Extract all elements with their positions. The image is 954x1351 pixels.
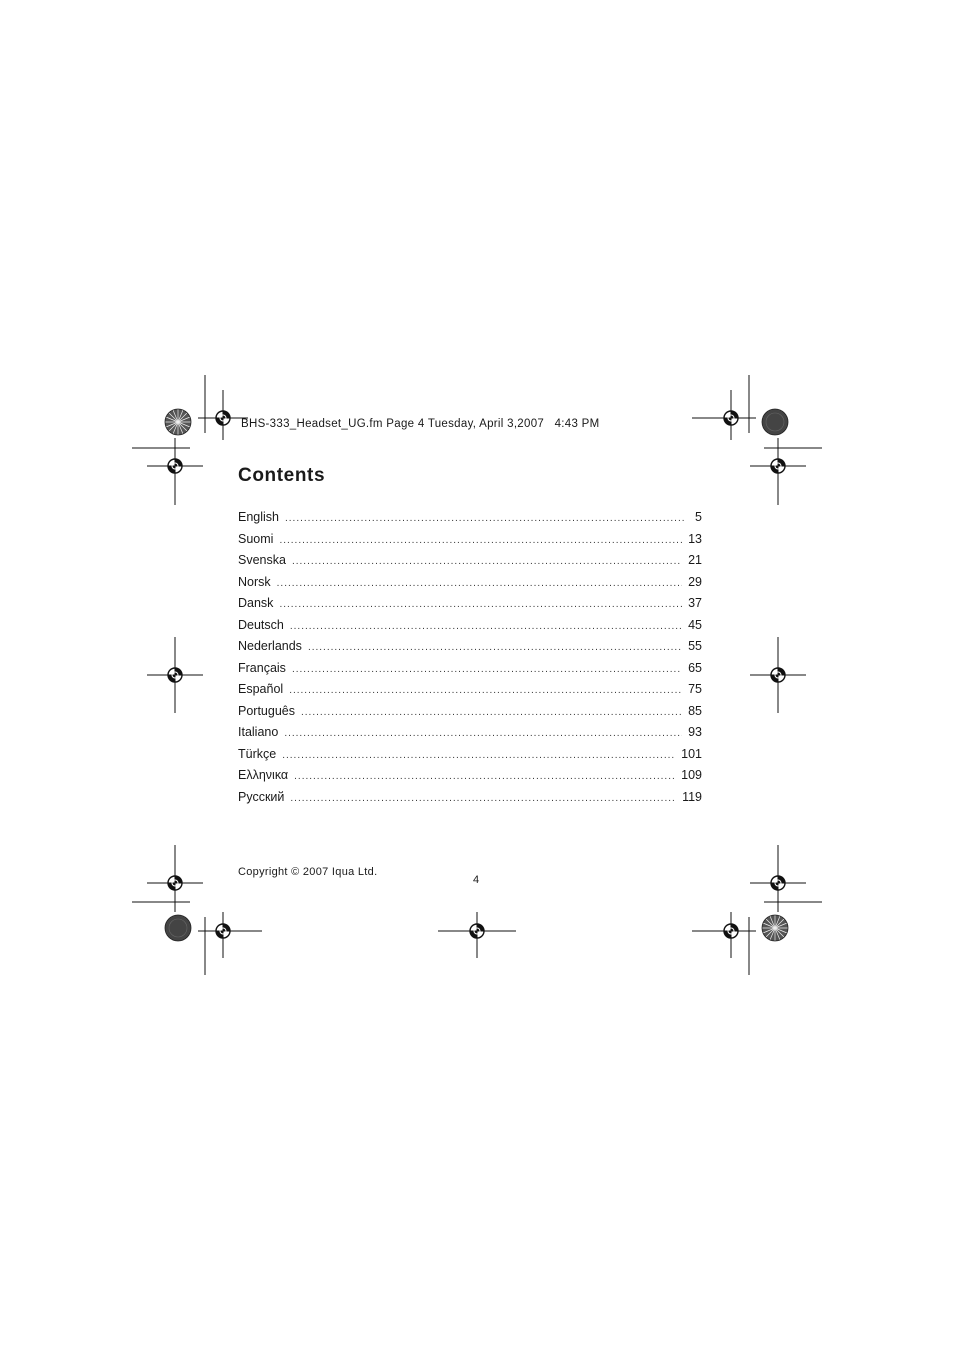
toc-dot-leader <box>294 766 675 788</box>
toc-entry-label: Français <box>238 660 286 675</box>
toc-entry-page: 55 <box>688 639 702 653</box>
toc-dot-leader <box>282 745 675 767</box>
toc-dot-leader <box>277 573 682 595</box>
toc-entry-page: 93 <box>688 725 702 739</box>
toc-entry-label: Dansk <box>238 596 274 610</box>
toc-entry-page: 45 <box>688 617 702 632</box>
toc-entry[interactable] <box>238 787 702 809</box>
toc-dot-leader <box>301 702 682 724</box>
toc-entry[interactable] <box>238 572 702 594</box>
toc-entry-label: Svenska <box>238 553 286 567</box>
toc-entry-label: Español <box>238 682 284 696</box>
toc-entry-label: English <box>238 510 279 524</box>
toc-entry[interactable] <box>238 722 702 744</box>
toc-entry-label: Suomi <box>238 531 274 546</box>
page-number: 4 <box>473 874 480 886</box>
toc-dot-leader <box>279 594 682 616</box>
toc-entry-page: 109 <box>681 768 702 782</box>
toc-dot-leader <box>289 680 682 702</box>
toc-entry[interactable] <box>238 593 702 615</box>
toc-entry-page: 29 <box>688 574 702 589</box>
toc-dot-leader <box>292 551 682 573</box>
toc-entry[interactable] <box>238 615 702 637</box>
toc-entry[interactable] <box>238 658 702 680</box>
toc-entry-page: 37 <box>688 596 702 610</box>
toc-dot-leader <box>292 659 682 681</box>
toc-entry-page: 13 <box>688 531 702 546</box>
toc-entry-page: 75 <box>688 682 702 696</box>
toc-dot-leader <box>285 508 684 530</box>
toc-entry-page: 119 <box>682 789 702 804</box>
toc-entry-label: Русский <box>238 789 285 804</box>
toc-entry[interactable] <box>238 529 702 551</box>
toc-entry-page: 5 <box>695 510 702 524</box>
table-of-contents <box>238 507 702 808</box>
toc-entry-label: Norsk <box>238 574 271 589</box>
toc-dot-leader <box>290 616 682 638</box>
toc-entry-label: Nederlands <box>238 639 302 653</box>
toc-entry[interactable] <box>238 765 702 787</box>
toc-entry-label: Türkçe <box>238 746 277 761</box>
toc-entry-label: Português <box>238 703 295 718</box>
toc-entry[interactable] <box>238 636 702 658</box>
toc-entry[interactable] <box>238 550 702 572</box>
toc-entry[interactable] <box>238 701 702 723</box>
page-title: Contents <box>238 465 326 486</box>
copyright-notice: Copyright © 2007 Iqua Ltd. <box>238 866 378 878</box>
toc-entry-page: 101 <box>681 746 702 761</box>
toc-entry-page: 21 <box>688 553 702 567</box>
toc-entry[interactable] <box>238 507 702 529</box>
file-info-line: BHS-333_Headset_UG.fm Page 4 Tuesday, April 3,2007 4:43 PM <box>241 418 600 430</box>
toc-entry-page: 85 <box>688 703 702 718</box>
toc-entry[interactable] <box>238 744 702 766</box>
toc-entry-label: Deutsch <box>238 617 284 632</box>
toc-entry-label: Italiano <box>238 725 279 739</box>
toc-dot-leader <box>308 637 682 659</box>
toc-dot-leader <box>284 723 682 745</box>
toc-entry[interactable] <box>238 679 702 701</box>
toc-entry-label: Ελληνικα <box>238 768 289 782</box>
toc-dot-leader <box>290 788 676 810</box>
toc-dot-leader <box>279 530 682 552</box>
toc-entry-page: 65 <box>688 660 702 675</box>
